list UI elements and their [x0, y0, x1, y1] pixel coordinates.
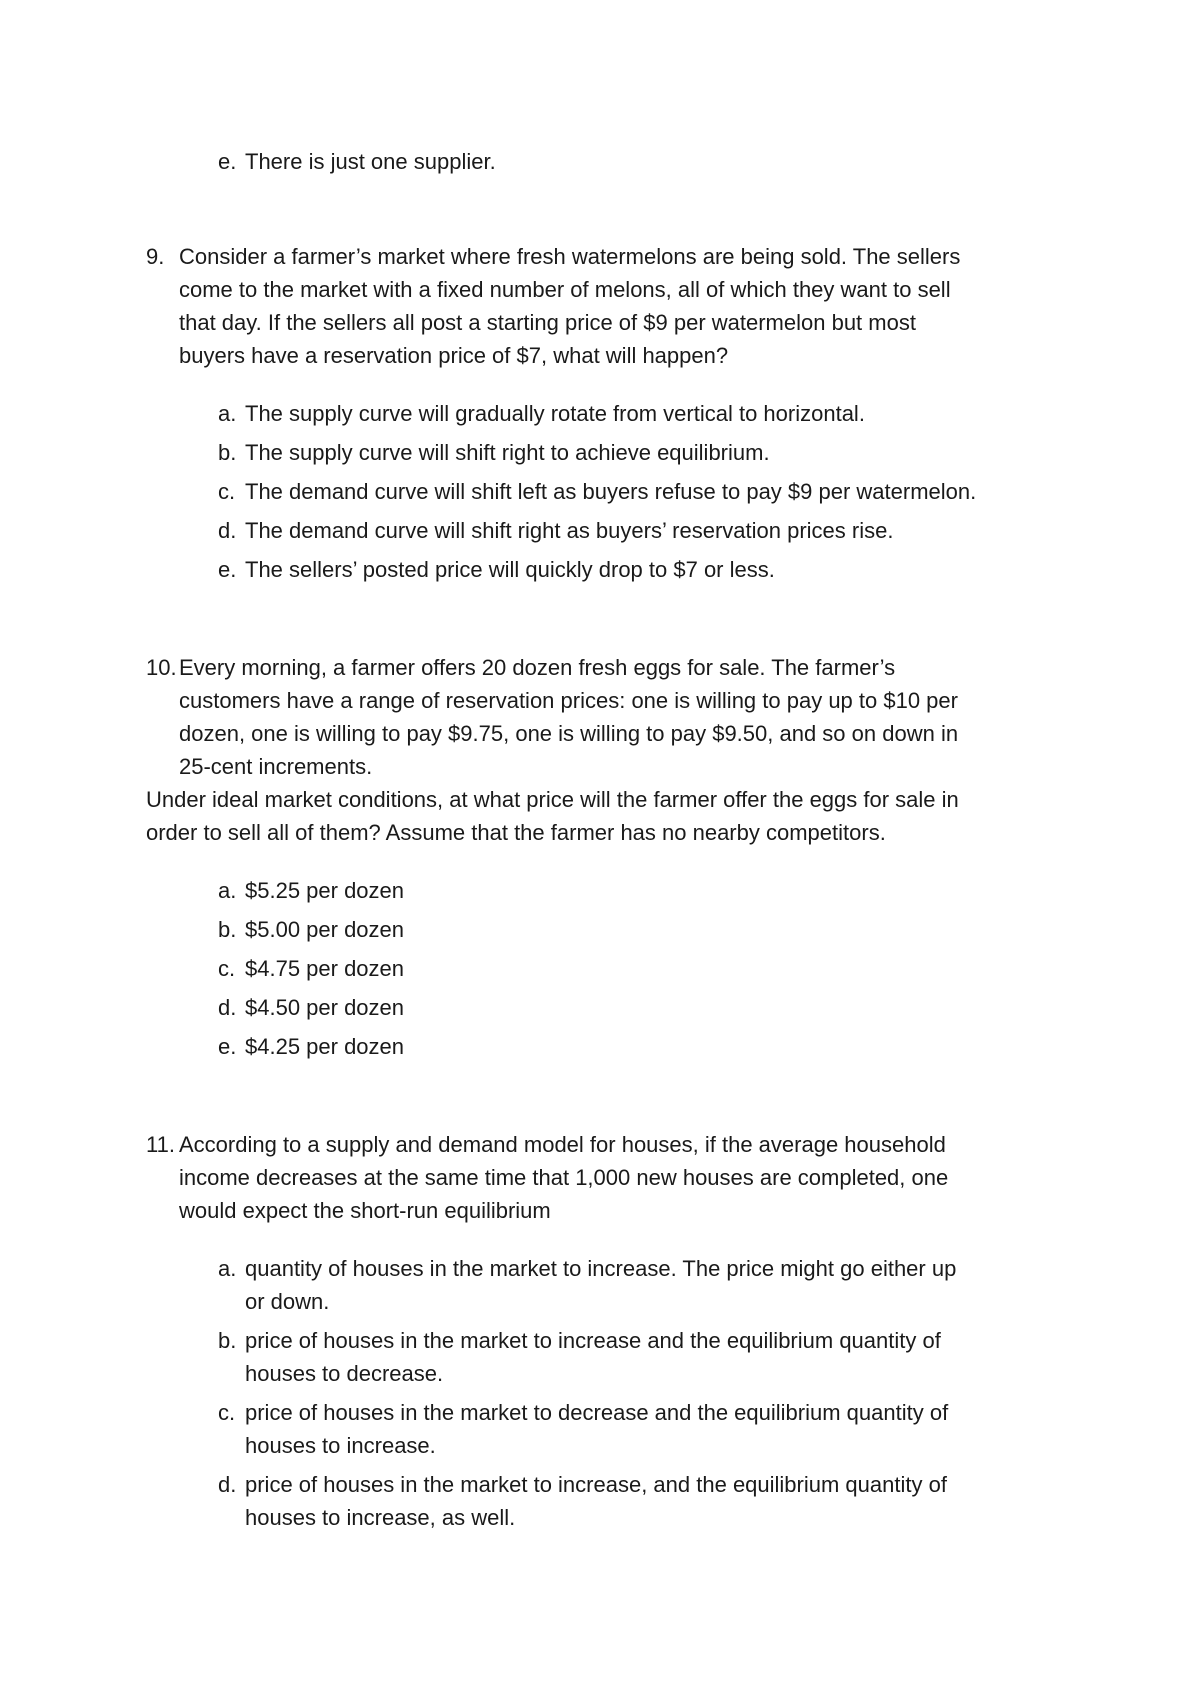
- option-text: quantity of houses in the market to increase. The price might go either up: [245, 1256, 957, 1281]
- option-text: or down.: [245, 1289, 330, 1314]
- question-stem-line: 25-cent increments.: [179, 754, 373, 779]
- option-text: price of houses in the market to increase and the equilibrium quantity of: [245, 1328, 941, 1353]
- option-text: houses to increase, as well.: [245, 1505, 516, 1530]
- option-letter: a.: [218, 878, 237, 903]
- question-stem-line: would expect the short-run equilibrium: [179, 1198, 551, 1223]
- question-number: 11.: [146, 1132, 175, 1157]
- option-text: houses to increase.: [245, 1433, 436, 1458]
- option-letter: e.: [218, 1034, 237, 1059]
- option-text: The sellers’ posted price will quickly drop to $7 or less.: [245, 557, 775, 582]
- question-stem-line: income decreases at the same time that 1,000 new houses are completed, one: [179, 1165, 949, 1190]
- option-letter: d.: [218, 995, 237, 1020]
- option-letter: b.: [218, 1328, 237, 1353]
- option-letter: b.: [218, 917, 237, 942]
- option-text: price of houses in the market to increase, and the equilibrium quantity of: [245, 1472, 947, 1497]
- question-stem-line: According to a supply and demand model for houses, if the average household: [179, 1132, 946, 1157]
- question-extra-line: Under ideal market conditions, at what price will the farmer offer the eggs for sale in: [146, 787, 959, 812]
- option-text: $5.00 per dozen: [245, 917, 405, 942]
- question-stem-line: buyers have a reservation price of $7, what will happen?: [179, 343, 729, 368]
- option-text: houses to decrease.: [245, 1361, 444, 1386]
- option-letter: e.: [218, 149, 237, 174]
- question-stem-line: customers have a range of reservation prices: one is willing to pay up to $10 per: [179, 688, 958, 713]
- option-text: $4.25 per dozen: [245, 1034, 405, 1059]
- question-stem-line: dozen, one is willing to pay $9.75, one is willing to pay $9.50, and so on down in: [179, 721, 959, 746]
- question-extra-line: order to sell all of them? Assume that the farmer has no nearby competitors.: [146, 820, 886, 845]
- option-text: The demand curve will shift right as buyers’ reservation prices rise.: [245, 518, 894, 543]
- question-number: 10.: [146, 655, 177, 680]
- option-text: The supply curve will shift right to achieve equilibrium.: [245, 440, 770, 465]
- question-number: 9.: [146, 244, 165, 269]
- option-text: price of houses in the market to decrease and the equilibrium quantity of: [245, 1400, 949, 1425]
- question-stem-line: that day. If the sellers all post a starting price of $9 per watermelon but most: [179, 310, 916, 335]
- question-stem-line: come to the market with a fixed number of melons, all of which they want to sell: [179, 277, 951, 302]
- option-letter: a.: [218, 401, 237, 426]
- option-text: The demand curve will shift left as buyers refuse to pay $9 per watermelon.: [245, 479, 977, 504]
- option-letter: e.: [218, 557, 237, 582]
- option-text: The supply curve will gradually rotate from vertical to horizontal.: [245, 401, 865, 426]
- question-stem-line: Consider a farmer’s market where fresh watermelons are being sold. The sellers: [179, 244, 961, 269]
- option-text: $4.75 per dozen: [245, 956, 405, 981]
- option-letter: d.: [218, 1472, 237, 1497]
- option-text: $5.25 per dozen: [245, 878, 405, 903]
- option-text: There is just one supplier.: [245, 149, 496, 174]
- option-letter: c.: [218, 479, 236, 504]
- option-text: $4.50 per dozen: [245, 995, 405, 1020]
- option-letter: b.: [218, 440, 237, 465]
- question-stem-line: Every morning, a farmer offers 20 dozen fresh eggs for sale. The farmer’s: [179, 655, 896, 680]
- option-letter: a.: [218, 1256, 237, 1281]
- option-letter: c.: [218, 1400, 236, 1425]
- option-letter: c.: [218, 956, 236, 981]
- option-letter: d.: [218, 518, 237, 543]
